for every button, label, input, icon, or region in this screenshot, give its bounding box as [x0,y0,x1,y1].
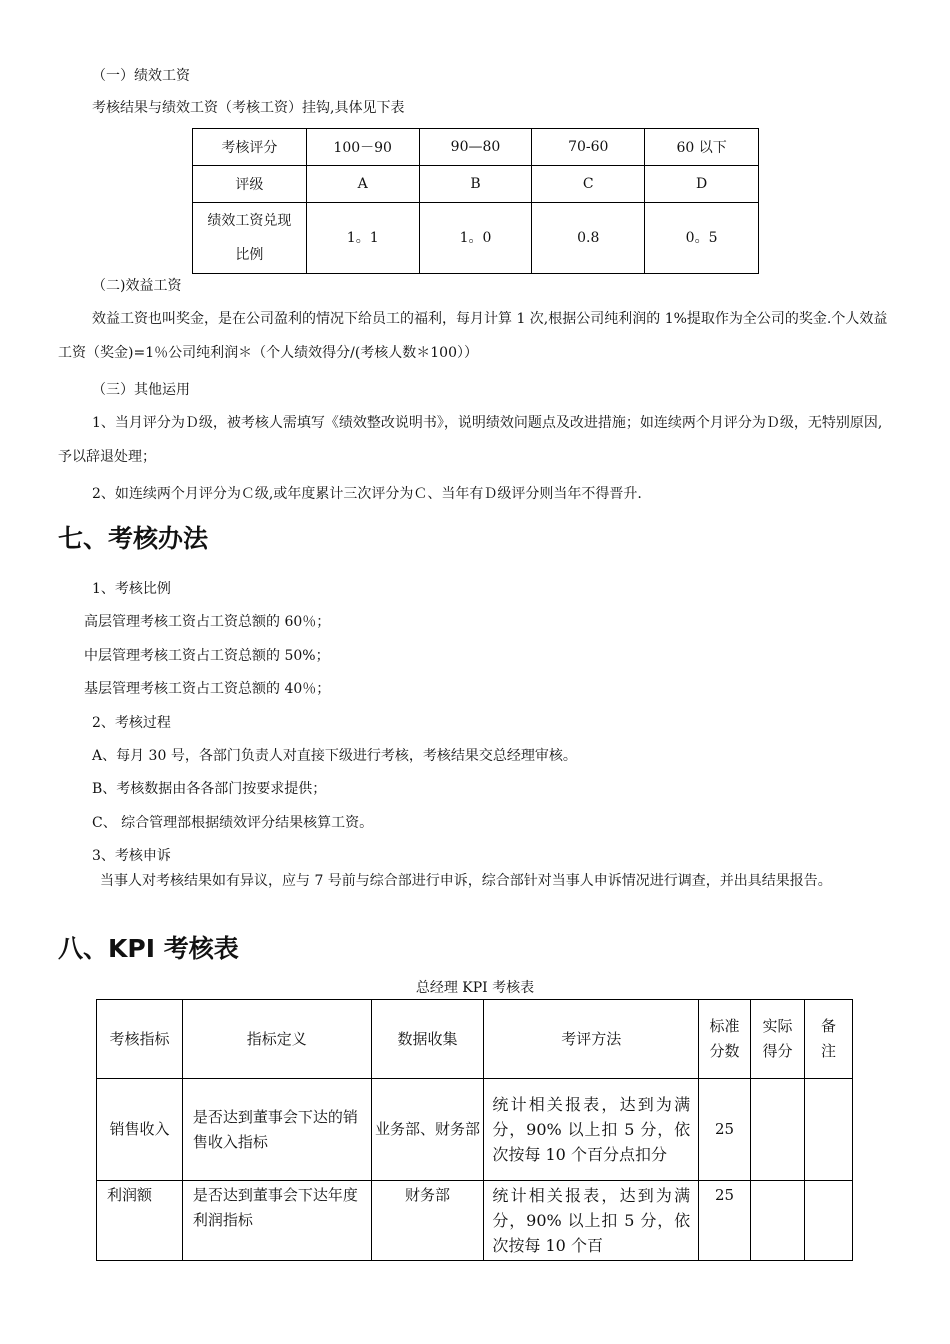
table-cell: D [645,166,759,203]
score-cell: 25 [699,1181,751,1261]
column-header: 实际得分 [751,1000,805,1079]
other-item-1: 1、当月评分为Ｄ级，被考核人需填写《绩效整改说明书》，说明绩效问题点及改进措施；如连续两个月评分为Ｄ级，无特别原因,予以辞退处理； [58,415,883,465]
table-cell: 60 以下 [645,129,759,166]
table-cell: 0.8 [532,203,645,274]
note-cell [804,1079,852,1181]
collection-cell: 业务部、财务部 [371,1079,484,1181]
method-cell: 统计相关报表，达到为满分，90% 以上扣 5 分，依次按每 10 个百 [484,1181,699,1261]
table-row [97,1181,853,1261]
benefit-heading: （二)效益工资 [92,278,182,294]
table-row [193,166,759,203]
collection-cell: 财务部 [371,1181,484,1261]
table-cell: 评级 [193,166,307,203]
table-cell: 1。1 [306,203,419,274]
process-a: A、每月 30 号，各部门负责人对直接下级进行考核，考核结果交总经理审核。 [92,748,577,764]
ratio-mid: 中层管理考核工资占工资总额的 50%； [84,648,330,664]
table-row [193,129,759,166]
column-header: 备注 [804,1000,852,1079]
table-cell: A [306,166,419,203]
kpi-table [96,999,853,1261]
appeal-heading: 3、考核申诉 [92,848,171,864]
table-cell: C [532,166,645,203]
column-header: 标准分数 [699,1000,751,1079]
ratio-heading: 1、考核比例 [92,581,171,597]
section-8-title: 八、KPI 考核表 [58,934,239,963]
table-cell: 100－90 [306,129,419,166]
column-header: 指标定义 [182,1000,371,1079]
process-b: B、考核数据由各各部门按要求提供； [92,781,327,797]
indicator-cell: 利润额 [97,1181,183,1261]
method-cell: 统计相关报表，达到为满分，90% 以上扣 5 分，依次按每 10 个百分点扣分 [484,1079,699,1181]
definition-cell: 是否达到董事会下达的销售收入指标 [182,1079,371,1181]
perf-wage-heading: （一）绩效工资 [92,68,190,84]
actual-score-cell [751,1181,805,1261]
benefit-text: 效益工资也叫奖金，是在公司盈利的情况下给员工的福利，每月计算 1 次,根据公司纯利润的 1%提取作为全公司的奖金.个人效益工资（奖金)=1％公司纯利润＊（个人绩效得分/(考核人数＊100）） [58,311,888,361]
ratio-high: 高层管理考核工资占工资总额的 60％； [84,614,331,630]
table-cell: 1。0 [419,203,532,274]
table-row [193,203,759,274]
definition-cell: 是否达到董事会下达年度利润指标 [182,1181,371,1261]
ratio-base: 基层管理考核工资占工资总额的 40％； [84,681,331,697]
table-cell: 0。5 [645,203,759,274]
table-cell: 70-60 [532,129,645,166]
process-heading: 2、考核过程 [92,715,171,731]
other-item-2: 2、如连续两个月评分为Ｃ级,或年度累计三次评分为Ｃ、当年有Ｄ级评分则当年不得晋升. [92,486,642,502]
table-cell: 绩效工资兑现比例 [193,203,307,274]
grade-table [192,128,759,274]
indicator-cell: 销售收入 [97,1079,183,1181]
table-cell: 考核评分 [193,129,307,166]
score-cell: 25 [699,1079,751,1181]
other-heading: （三）其他运用 [92,382,190,398]
kpi-table-caption: 总经理 KPI 考核表 [415,980,535,996]
column-header: 考评方法 [484,1000,699,1079]
column-header: 数据收集 [371,1000,484,1079]
table-cell: B [419,166,532,203]
table-header-row [97,1000,853,1079]
section-7-title: 七、考核办法 [58,524,209,553]
column-header: 考核指标 [97,1000,183,1079]
perf-wage-intro: 考核结果与绩效工资（考核工资）挂钩,具体见下表 [92,100,405,116]
table-cell: 90—80 [419,129,532,166]
note-cell [804,1181,852,1261]
process-c: C、 综合管理部根据绩效评分结果核算工资。 [92,815,374,831]
table-row [97,1079,853,1181]
appeal-text: 当事人对考核结果如有异议，应与 7 号前与综合部进行申诉，综合部针对当事人申诉情况进行调查，并出具结果报告。 [100,873,832,889]
actual-score-cell [751,1079,805,1181]
